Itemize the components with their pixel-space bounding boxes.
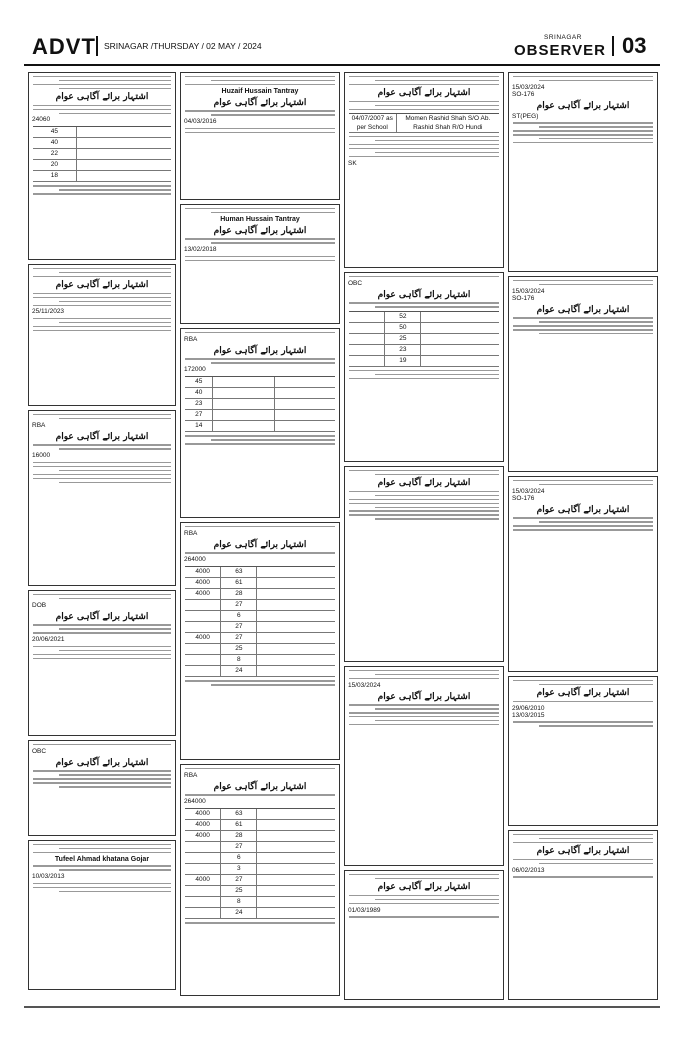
order-number: SO-176 bbox=[512, 294, 535, 302]
notice-ad bbox=[28, 410, 176, 586]
notice-ad bbox=[180, 72, 340, 200]
data-table: 45 40 23 27 14 bbox=[185, 376, 335, 432]
category-label: ST(PEG) bbox=[512, 112, 539, 120]
notice-title: اشتہار برائے آگاہی عوام bbox=[536, 304, 630, 315]
notice-date: 15/03/2024 bbox=[348, 681, 381, 689]
notice-title: اشتہار برائے آگاہی عوام bbox=[377, 881, 471, 892]
footer-rule bbox=[24, 1006, 660, 1008]
notice-date: 20/06/2021 bbox=[32, 636, 65, 644]
notice-ad bbox=[28, 740, 176, 836]
data-table: 04/07/2007 as per School Momen Rashid Shah S/O Ab. Rashid Shah R/O Hundi bbox=[349, 113, 499, 133]
sk-label: SK bbox=[348, 159, 357, 167]
notice-ad bbox=[344, 466, 504, 662]
notice-title: اشتہار برائے آگاہی عوام bbox=[377, 477, 471, 488]
applicant-name: Huzaif Hussain Tantray bbox=[221, 87, 299, 95]
notice-date: 13/02/2018 bbox=[184, 246, 217, 254]
notice-title: اشتہار برائے آگاہی عوام bbox=[213, 225, 307, 236]
notice-ad bbox=[28, 590, 176, 736]
notice-title: اشتہار برائے آگاہی عوام bbox=[536, 504, 630, 515]
notice-date: 13/03/2015 bbox=[512, 711, 545, 719]
notice-title: اشتہار برائے آگاہی عوام bbox=[377, 87, 471, 98]
rba-label: RBA bbox=[184, 771, 198, 779]
notice-ad bbox=[180, 328, 340, 518]
amount: 264000 bbox=[184, 556, 206, 564]
notice-ad bbox=[508, 476, 658, 672]
notice-date: 29/06/2010 bbox=[512, 704, 545, 712]
notice-ad bbox=[344, 870, 504, 1000]
rba-label: RBA bbox=[184, 335, 198, 343]
notice-ad bbox=[28, 840, 176, 990]
notice-ad bbox=[508, 72, 658, 272]
notice-title: اشتہار برائے آگاہی عوام bbox=[213, 539, 307, 550]
notice-title: اشتہار برائے آگاہی عوام bbox=[213, 97, 307, 108]
notice-title: اشتہار برائے آگاہی عوام bbox=[536, 687, 630, 698]
order-number: SO-176 bbox=[512, 494, 535, 502]
notice-ad bbox=[180, 522, 340, 760]
notice-date: 06/02/2013 bbox=[512, 866, 545, 874]
amount: 16000 bbox=[32, 452, 51, 460]
rba-label: RBA bbox=[32, 421, 46, 429]
notice-ad bbox=[180, 764, 340, 996]
page-header bbox=[24, 30, 660, 66]
notice-ad bbox=[344, 72, 504, 268]
notice-title: اشتہار برائے آگاہی عوام bbox=[55, 611, 149, 622]
notice-title: اشتہار برائے آگاہی عوام bbox=[55, 431, 149, 442]
notice-date: 04/03/2016 bbox=[184, 118, 217, 126]
notice-ad bbox=[508, 676, 658, 826]
data-table: 4000 63 4000 61 4000 28 27 6 3 4000 27 25 8 24 bbox=[185, 808, 335, 919]
notice-title: اشتہار برائے آگاہی عوام bbox=[55, 757, 149, 768]
notice-title: اشتہار برائے آگاہی عوام bbox=[55, 91, 149, 102]
amount: 24060 bbox=[32, 116, 51, 124]
notice-ad bbox=[344, 666, 504, 866]
header-divider bbox=[96, 36, 98, 56]
notice-date: 15/03/2024 bbox=[512, 487, 545, 495]
notice-ad bbox=[508, 830, 658, 1000]
notice-title: اشتہار برائے آگاہی عوام bbox=[213, 345, 307, 356]
obc-label: OBC bbox=[348, 279, 363, 287]
notice-ad bbox=[508, 276, 658, 472]
notice-title: اشتہار برائے آگاہی عوام bbox=[55, 279, 149, 290]
obc-label: OBC bbox=[32, 747, 47, 755]
amount: 264000 bbox=[184, 798, 206, 806]
dob-label: DOB bbox=[32, 601, 47, 609]
notice-ad bbox=[344, 272, 504, 462]
notice-ad bbox=[180, 204, 340, 324]
notice-title: اشتہار برائے آگاہی عوام bbox=[536, 845, 630, 856]
notice-title: اشتہار برائے آگاہی عوام bbox=[377, 289, 471, 300]
masthead: OBSERVER bbox=[514, 42, 606, 59]
data-table: 4000 63 4000 61 4000 28 27 6 27 4000 27 25 8 24 bbox=[185, 566, 335, 677]
notice-date: 10/03/2013 bbox=[32, 873, 65, 881]
amount: 172000 bbox=[184, 366, 206, 374]
applicant-name: Human Hussain Tantray bbox=[220, 215, 300, 223]
header-divider bbox=[612, 36, 614, 56]
notice-date: 25/11/2023 bbox=[32, 308, 65, 316]
order-number: SO-176 bbox=[512, 90, 535, 98]
applicant-name: Tufeel Ahmad khatana Gojar bbox=[54, 855, 150, 863]
notice-ad bbox=[28, 264, 176, 406]
section-label: ADVT bbox=[32, 34, 96, 59]
notice-title: اشتہار برائے آگاہی عوام bbox=[213, 781, 307, 792]
data-table: 52 50 25 23 19 bbox=[349, 311, 499, 367]
page-number: 03 bbox=[622, 33, 647, 58]
dateline: SRINAGAR /THURSDAY / 02 MAY / 2024 bbox=[104, 41, 262, 51]
notice-title: اشتہار برائے آگاہی عوام bbox=[536, 100, 630, 111]
rba-label: RBA bbox=[184, 529, 198, 537]
notice-date: 15/03/2024 bbox=[512, 287, 545, 295]
notice-ad bbox=[28, 72, 176, 260]
notice-date: 15/03/2024 bbox=[512, 83, 545, 91]
masthead-city: SRINAGAR bbox=[544, 34, 582, 41]
data-table: 45 40 22 20 18 bbox=[33, 126, 171, 182]
notice-title: اشتہار برائے آگاہی عوام bbox=[377, 691, 471, 702]
notice-date: 01/03/1989 bbox=[348, 906, 381, 914]
